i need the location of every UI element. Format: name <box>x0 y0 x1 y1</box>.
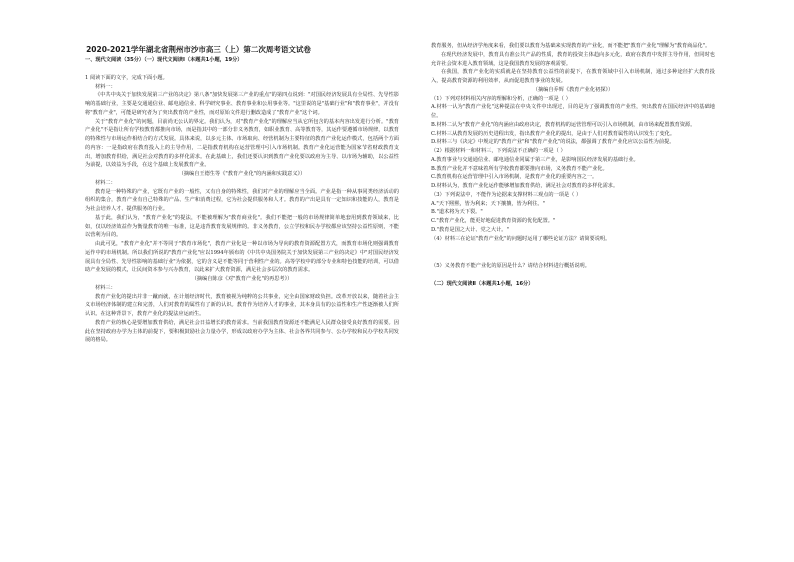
option-c: C.教育机构在运营管理中引入市场机制，是教育产业化的重要内容之一。 <box>431 174 598 181</box>
question-5 <box>431 262 715 280</box>
left-column <box>85 56 399 345</box>
left-para: 基于此，我们认为，"教育产业化"的提法，不能被理解为"教育商业化"。我们不能把一般的市场规律简单地套用到教育领域来，比如，仅以经济效益作为衡量教育的唯一标准，这是违背教育发展规律的。非义务教育，公立学校和民办学校都应该坚持公益性原则，不能以营利为目的。 <box>85 214 399 239</box>
option-d: D.材料三与《决定》中规定的"教育产业"和"教育产业化"的说法，都强调了教育产业化应以公益性为前提。 <box>431 139 675 146</box>
option-c: C.材料三从教育发展的历史进程出发，指出教育产业化的提出，是由于人们对教育属性的认识发生了变化。 <box>431 130 676 137</box>
section2-heading: （二）现代文阅读Ⅱ（本题共1小题，16分） <box>431 281 534 287</box>
question-2 <box>431 147 715 191</box>
option-a: A."天下熙熙，皆为利来；天下攘攘，皆为利往。" <box>431 200 545 207</box>
question-stem: （3）下列说法中，不能作为论据来支撑材料三观点的一项是（ ） <box>431 191 582 198</box>
left-para: 关于"教育产业化"的问题，目前尚无公认的界定。我们认为，对"教育产业化"的理解应当从它所包含的基本内容出发进行分析。"教育产业化"不是指让所有学校教育都推向市场，而是指其中的一部分非义务教育，如职业教育、高等教育等，其运作要遵循市场规律，以教育的特殊性与市场运作相结合的方式发展。具体来说，以多元主体、市场取向、经营机制为主要特征的教育产业化运作模式，包括两个方面的内容：一是指政府在教育投入上的主导作用，二是指教育机构在运营管理中引入市场机制。教育产业化运营能为国家节省财政教育支出，增加教育供给，满足社会对教育的多样化需求。在此基础上，我们还要认识到教育产业化要以政府为主导、以市场为辅助，以公益性为前提，以效益为手段，在这个基础上发展教育产业。 <box>85 118 399 169</box>
option-c: C."教育产业化，能更好地促进教育资源的优化配置。" <box>431 218 556 224</box>
source-note: （摘编自乔辉《教育产业化初探》） <box>532 86 614 93</box>
source-note: （摘编自陈彦《对"教育产业化"的再思考》） <box>191 276 293 282</box>
option-a: A.教育事业与交通通信业、邮电通信业同属于第三产业，是影响国民经济发展的基础行业。 <box>431 156 639 163</box>
left-para: 《中共中央关于加快发展第三产业的决定》第八条"加快发展第三产业的重点"的第四点说到："对国民经济发展具有全局性、先导性影响的基础行业，主要是交通通信业、邮电通信业、科学研究事业、教育事业和公用事业等。"这里说的是"基础行业"和"教育事业"，并没有将"教育产业"，可能是研究者为了突出教育的产业性，而对原始文件进行删改造成了"教育产业"这个词。 <box>85 92 399 116</box>
question-stem: （2）根据材料一和材料三，下列说法不正确的一项是（ ） <box>431 148 566 154</box>
right-para: 教育服务，但从经济学角度来看，我们要以教育为基础来实现教育的产业化，而不能把"教育产业化"理解为"教育商品化"。 <box>431 43 711 49</box>
left-para: 材料一： <box>95 83 116 90</box>
option-d: D."教育是国之大计、党之大计。" <box>431 226 509 233</box>
option-a: A.材料一认为"教育产业化"这种提法在中央文件中出现过，目的是为了强调教育的产业性，突出教育在国民经济中的基础地位。 <box>431 104 715 119</box>
question-stem: （1）下列对材料相关内容的理解和分析，正确的一项是（ ） <box>431 95 571 102</box>
instruction: 1 阅读下面的文字，完成下面小题。 <box>85 74 168 81</box>
option-d: D.材料认为，教育产业化运作能够增加教育供给，满足社会对教育的多样化需求。 <box>431 183 619 189</box>
right-para: 在现代经济发展中，教育具有准公共产品的性质，教育的投资主体趋向多元化，政府在教育中发挥主导作用，但同时也允许社会资本进入教育领域，这是我国教育发展的客观需要。 <box>431 51 715 67</box>
question-4 <box>431 235 715 263</box>
left-para: 材料二： <box>95 179 116 186</box>
question-stem: （5）义务教育不能产业化的原因是什么？请结合材料进行概括说明。 <box>431 263 590 270</box>
left-para: 教育产业的核心是要增加教育供给，满足社会日益增长的教育需求。当前我国教育资源还不能满足人民群众接受良好教育的需要。因此在坚持政府办学为主体的前提下，要积极鼓励社会力量办学，形成以政府办学为主体、社会各界共同参与、公办学校和民办学校共同发展的格局。 <box>85 319 399 344</box>
right-para: 在我国，教育产业化的实质就是在坚持教育公益性的前提下，在教育领域中引入市场机制，通过多种途径扩大教育投入，提高教育资源的利用效率，从而促进教育事业的发展。 <box>431 69 715 84</box>
exam-title: 2020-2021学年湖北省荆州市沙市高三（上）第二次周考语文试卷 <box>86 45 311 54</box>
left-para: 由此可见，"教育产业化"并不等同于"教育市场化"，教育产业化是一种以市场为导向的教育资源配置方式，而教育市场化则强调教育运作中的市场机制。所以我们所说的"教育产业化"应以1994年颁布的《中共中央国务院关于加快发展第三产业的决定》中"对国民经济发展具有全局性、先导性影响的基础行业"为依据，它的含义是不能等同于营利性产业的。高等学校中的部分专业和特色技能的培训，可以借助产业发展的模式，让民间资本参与兴办教育，以此来扩大教育资源，满足社会多层次的教育需求。 <box>85 241 399 274</box>
question-3 <box>431 191 715 235</box>
question-1 <box>431 95 715 148</box>
right-column <box>431 42 715 289</box>
left-para: 材料三： <box>95 284 116 291</box>
option-b: B."道术将为天下裂。" <box>431 209 483 216</box>
left-para: 教育产业化的提出并非一蹴而就，在计划经济时代，教育被视为纯粹的公共事业，完全由国家财政负担。改革开放以来，随着社会主义市场经济体制的建立和完善，人们对教育的属性有了新的认识。教育作为培养人才的事业，其本身具有的公益性和生产性逐渐被人们所认识。在这种背景下，教育产业化的提法应运而生。 <box>85 293 399 317</box>
option-b: B.教育产业化并不意味着所有学校教育都要推向市场，义务教育不能产业化。 <box>431 165 608 172</box>
left-para: 教育是一种特殊的产业，它既有产业的一般性，又有自身的特殊性，我们对产业的理解应当全面。产业是指一种从事同类经济活动的组织的集合，教育产业有自己特殊的产品、生产和消费过程，它为社会提供服务和人才。教育的产出是具有一定知识和技能的人，教育是为社会培养人才、提供服务的行业。 <box>85 188 399 212</box>
section1-heading: 一、现代文阅读（35分）（一）现代文阅读Ⅰ（本题共1小题，19分） <box>85 57 243 63</box>
option-b: B.材料二认为"教育产业化"的内涵应由政府决定，教育机构的运营管理可以引入市场机制，由市场来配置教育资源。 <box>431 121 696 128</box>
question-stem: （4）材料三在论证"教育产业化"的问题时运用了哪些论证方法？请简要说明。 <box>431 235 611 242</box>
source-note: （摘编自王德生等《"教育产业化"的内涵和实践意义》） <box>178 171 306 177</box>
